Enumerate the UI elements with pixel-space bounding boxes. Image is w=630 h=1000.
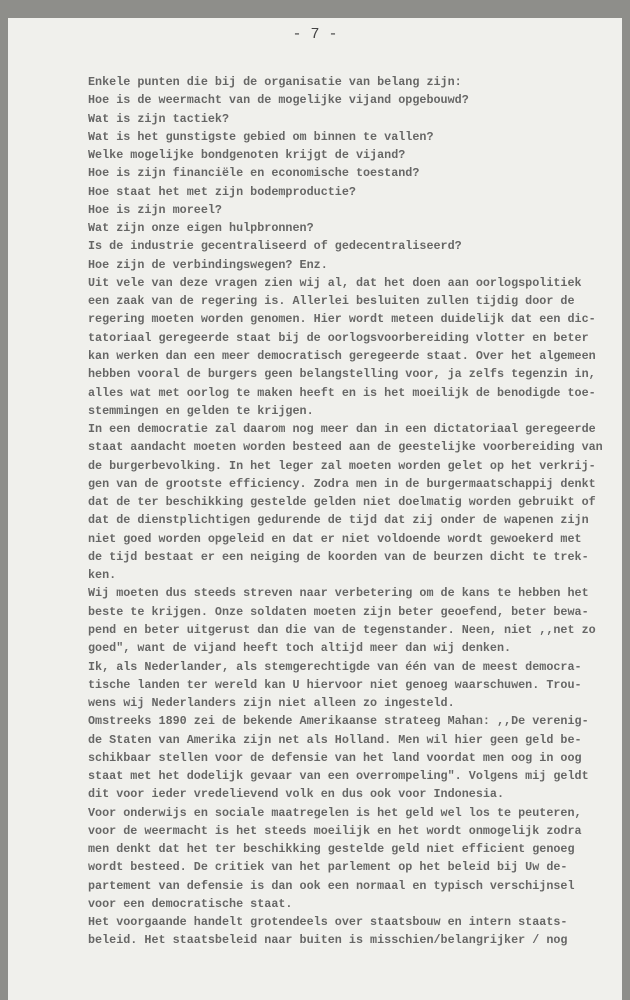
text-line: Hoe is de weermacht van de mogelijke vijand opgebouwd? [88,93,469,108]
text-line: pend en beter uitgerust dan die van de tegenstander. Neen, niet ,,net zo [88,622,596,637]
text-line: Omstreeks 1890 zei de bekende Amerikaanse strateeg Mahan: ,,De verenig- [88,714,589,729]
text-line: gen van de grootste efficiency. Zodra men in de burgermaatschappij denkt [88,476,596,491]
text-line: ken. [88,568,117,583]
text-line: Is de industrie gecentraliseerd of gedecentraliseerd? [88,239,462,254]
typewritten-body [88,73,603,950]
text-line: Hoe zijn de verbindingswegen? Enz. [88,257,328,272]
text-line: men denkt dat het ter beschikking gestelde geld niet efficient genoeg [88,842,575,857]
text-line: wens wij Nederlanders zijn niet alleen zo ingesteld. [88,696,455,711]
text-line: Uit vele van deze vragen zien wij al, dat het doen aan oorlogspolitiek [88,275,582,290]
text-line: beleid. Het staatsbeleid naar buiten is misschien/belangrijker / nog [88,933,568,948]
text-line: Wat is zijn tactiek? [88,111,230,126]
text-line: Wat zijn onze eigen hulpbronnen? [88,221,314,236]
text-line: hebben vooral de burgers geen belangstelling voor, ja zelfs tegenzin in, [88,367,596,382]
text-line: kan werken dan een meer democratisch geregeerde staat. Over het algemeen [88,348,596,363]
text-line: beste te krijgen. Onze soldaten moeten zijn beter geoefend, beter bewa- [88,604,589,619]
text-line: Hoe is zijn financiële en economische toestand? [88,166,420,181]
text-line: goed", want de vijand heeft toch altijd meer dan wij denken. [88,641,512,656]
text-line: dit voor ieder vredelievend volk en dus ook voor Indonesia. [88,787,505,802]
text-line: niet goed worden opgeleid en dat er niet voldoende wordt gewoekerd met [88,531,582,546]
text-line: de tijd bestaat er een neiging de koorden van de beurzen dicht te trek- [88,549,589,564]
text-line: stemmingen en gelden te krijgen. [88,403,314,418]
text-line: In een democratie zal daarom nog meer dan in een dictatoriaal geregeerde [88,422,596,437]
text-line: een zaak van de regering is. Allerlei besluiten zullen tijdig door de [88,294,575,309]
text-line: alles wat met oorlog te maken heeft en is het moeilijk de benodigde toe- [88,385,596,400]
text-line: staat aandacht moeten worden besteed aan de geestelijke voorbereiding van [88,440,603,455]
text-line: regering moeten worden genomen. Hier wordt meteen duidelijk dat een dic- [88,312,596,327]
text-line: Voor onderwijs en sociale maatregelen is het geld wel los te peuteren, [88,805,582,820]
text-line: Wat is het gunstigste gebied om binnen te vallen? [88,129,434,144]
text-line: wordt besteed. De critiek van het parlement op het beleid bij Uw de- [88,860,568,875]
text-line: schikbaar stellen voor de defensie van het land voordat men oog in oog [88,750,582,765]
text-line: Het voorgaande handelt grotendeels over staatsbouw en intern staats- [88,915,568,930]
text-line: de Staten van Amerika zijn net als Holland. Men wil hier geen geld be- [88,732,582,747]
text-line: staat met het dodelijk gevaar van een overrompeling". Volgens mij geldt [88,769,589,784]
text-line: tatoriaal geregeerde staat bij de oorlogsvoorbereiding vlotter en beter [88,330,589,345]
text-line: voor de weermacht is het steeds moeilijk en het wordt onmogelijk zodra [88,823,582,838]
text-line: Enkele punten die bij de organisatie van belang zijn: [88,75,462,89]
text-line: partement van defensie is dan ook een normaal en typisch verschijnsel [88,878,575,893]
text-line: Wij moeten dus steeds streven naar verbetering om de kans te hebben het [88,586,589,601]
text-line: dat de ter beschikking gestelde gelden niet doelmatig worden gebruikt of [88,495,596,510]
text-line: Welke mogelijke bondgenoten krijgt de vijand? [88,148,406,163]
text-line: voor een democratische staat. [88,896,293,911]
text-line: Hoe is zijn moreel? [88,202,222,217]
text-line: tische landen ter wereld kan U hiervoor niet genoeg waarschuwen. Trou- [88,677,582,692]
text-line: Hoe staat het met zijn bodemproductie? [88,184,356,199]
text-line: de burgerbevolking. In het leger zal moeten worden gelet op het verkrij- [88,458,596,473]
text-line: Ik, als Nederlander, als stemgerechtigde van één van de meest democra- [88,659,582,674]
page-number: - 7 - [292,26,338,43]
text-line: dat de dienstplichtigen gedurende de tijd dat zij onder de wapenen zijn [88,513,589,528]
